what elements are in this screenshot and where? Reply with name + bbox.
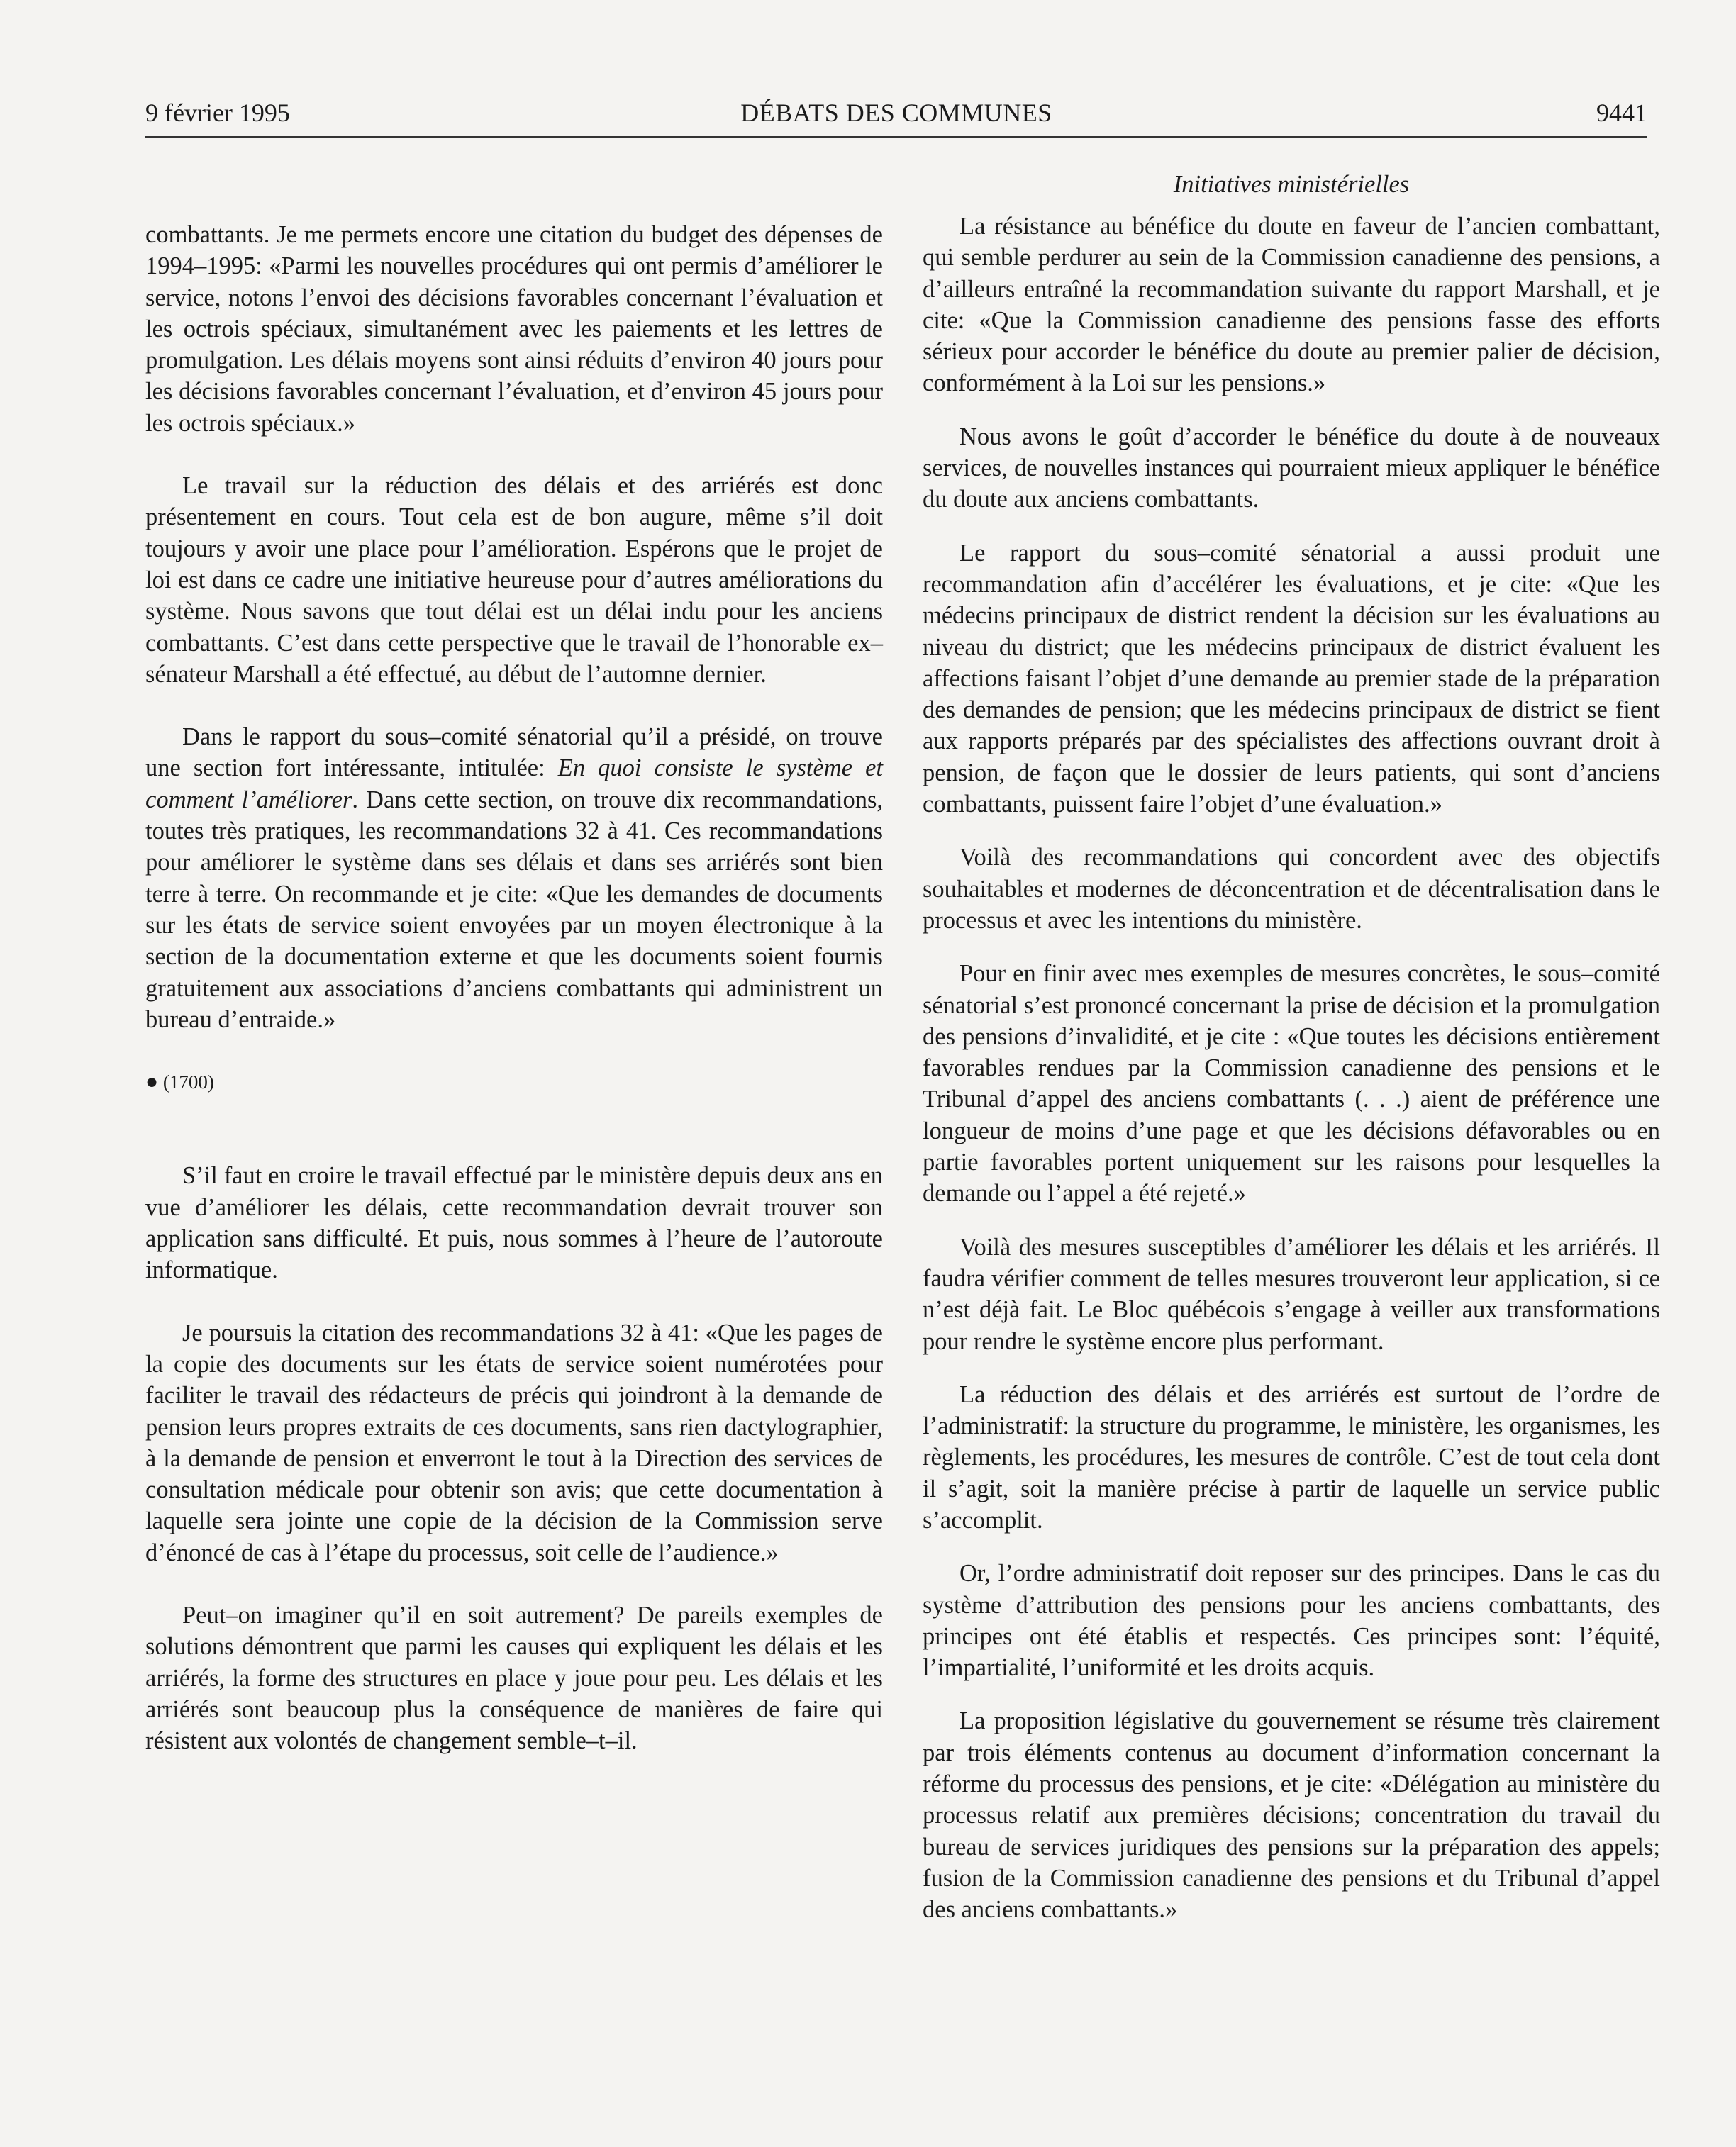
paragraph: Voilà des mesures susceptibles d’améliorer les délais et les arriérés. Il faudra vérifier comment de telles mesures trouveront leur application, si ce n’est déjà fait. Le Bloc québécois s’engage à veiller aux transformations pour rendre le système encore plus performant.	[923, 1233, 1660, 1355]
paragraph: combattants. Je me permets encore une citation du budget des dépenses de 1994–1995: «Parmi les nouvelles procédures qui ont permis d’améliorer le service, notons l’envoi des décisions favorables concernant l’évaluation et les octrois spéciaux, simultanément avec les paiements et les lettres de promulgation. Les délais moyens sont ainsi réduits d’environ 40 jours pour les décisions favorables concernant l’évaluation, et d’environ 45 jours pour les octrois spéciaux.»	[145, 221, 883, 437]
paragraph: Nous avons le goût d’accorder le bénéfice du doute à de nouveaux services, de nouvelles instances qui pourraient mieux appliquer le bénéfice du doute aux anciens combattants.	[923, 423, 1660, 513]
paragraph: Le travail sur la réduction des délais et des arriérés est donc présentement en cours. Tout cela est de bon augure, même s’il doit toujours y avoir une place pour l’amélioration. Espérons que le projet de loi est dans ce cadre une initiative heureuse pour d’autres améliorations du système. Nous savons que tout délai est un délai indu pour les anciens combattants. C’est dans cette perspective que le travail de l’honorable ex–sénateur Marshall a été effectué, au début de l’automne dernier.	[145, 472, 883, 688]
paragraph: Je poursuis la citation des recommandations 32 à 41: «Que les pages de la copie des documents sur les états de service soient numérotées pour faciliter le travail des rédacteurs de précis qui joindront à la demande de pension leurs propres extraits de ces documents, sans rien dactylographier, à la demande de pension et enverront le tout à la Direction des services de consultation médicale pour obtenir son avis; que cette documentation à laquelle sera jointe une copie de la décision de la Commission serve d’énoncé de cas à l’étape du processus, soit celle de l’audience.»	[145, 1319, 883, 1566]
section-title: Initiatives ministérielles	[1173, 171, 1410, 198]
paragraph	[145, 721, 883, 1035]
paragraph-text: Dans le rapport du sous–comité sénatorial qu’il a présidé, on trouve une section fort intéressante, intitulée:	[145, 723, 883, 782]
header-title: DÉBATS DES COMMUNES	[740, 99, 1052, 127]
paragraph: La réduction des délais et des arriérés est surtout de l’ordre de l’administratif: la structure du programme, le ministère, les organismes, les règlements, les procédures, les mesures de contrôle. C’est de tout cela dont il s’agit, soit la manière précise à partir de laquelle un service public s’accomplit.	[923, 1381, 1660, 1534]
paragraph: Voilà des recommandations qui concordent avec des objectifs souhaitables et modernes de déconcentration et de décentralisation dans le processus et avec les intentions du ministère.	[923, 844, 1660, 934]
right-column	[923, 211, 1660, 1948]
time-marker	[145, 1066, 883, 1098]
paragraph: Pour en finir avec mes exemples de mesures concrètes, le sous–comité sénatorial s’est prononcé concernant la prise de décision et la promulgation des pensions d’invalidité, et je cite : «Que toutes les décisions entièrement favorables rendues par la Commission canadienne des pensions et le Tribunal d’appel des anciens combattants (. . .) aient de préférence une longueur de moins d’une page et que les décisions défavorables ou en partie favorables portent uniquement sur les raisons pour lesquelles la demande ou l’appel a été rejeté.»	[923, 960, 1660, 1208]
header-page-number: 9441	[1596, 99, 1647, 127]
paragraph: Peut–on imaginer qu’il en soit autrement? De pareils exemples de solutions démontrent que parmi les causes qui expliquent les délais et les arriérés, la forme des structures en place y joue pour peu. Les délais et les arriérés sont beaucoup plus la conséquence de manières de faire qui résistent aux volontés de changement semble–t–il.	[145, 1601, 883, 1755]
paragraph: Le rapport du sous–comité sénatorial a aussi produit une recommandation afin d’accélérer les évaluations, et je cite: «Que les médecins principaux de district rendent la décision sur les évaluations au niveau du district; que les médecins principaux de district évaluent les affections faisant l’objet d’une demande au premier stade de la préparation des demandes de pension; que les médecins principaux de district se fient aux rapports préparés par des spécialistes des affections ouvrant droit à pension, de façon que le dossier de leurs patients, qui sont d’anciens combattants, puissent faire l’objet d’une évaluation.»	[923, 539, 1660, 818]
paragraph-text: . Dans cette section, on trouve dix recommandations, toutes très pratiques, les recommandations 32 à 41. Ces recommandations pour améliorer le système dans ses délais et dans ses arriérés sont bien terre à terre. On recommande et je cite: «Que les demandes de documents sur les états de service soient envoyées par un moyen électronique à la section de la documentation externe et que les documents soient fournis gratuitement aux associations d’anciens combattants qui administrent un bureau d’entraide.»	[145, 786, 883, 1033]
paragraph: Or, l’ordre administratif doit reposer sur des principes. Dans le cas du système d’attribution des pensions pour les anciens combattants, des principes ont été établis et respectés. Ces principes sont: l’équité, l’impartialité, l’uniformité et les droits acquis.	[923, 1560, 1660, 1682]
header-rule	[145, 136, 1647, 138]
paragraph: La résistance au bénéfice du doute en faveur de l’ancien combattant, qui semble perdurer au sein de la Commission canadienne des pensions, a d’ailleurs entraîné la recommandation suivante du rapport Marshall, et je cite: «Que la Commission canadienne des pensions fasse des efforts sérieux pour accorder le bénéfice du doute au premier palier de décision, conformément à la Loi sur les pensions.»	[923, 213, 1660, 397]
paragraph: S’il faut en croire le travail effectué par le ministère depuis deux ans en vue d’améliorer les délais, cette recommandation devrait trouver son application sans difficulté. Et puis, nous sommes à l’heure de l’autoroute informatique.	[145, 1162, 883, 1284]
header-date: 9 février 1995	[145, 99, 290, 127]
time-marker-text: (1700)	[162, 1071, 214, 1093]
page-header	[145, 91, 1647, 135]
italic-section-title: En quoi consiste le système et comment l’améliorer	[145, 754, 883, 813]
left-column	[145, 219, 883, 1788]
bullet-icon: ●	[145, 1070, 159, 1094]
paragraph: La proposition législative du gouvernement se résume très clairement par trois éléments contenus au document d’information concernant la réforme du processus des pensions, et je cite: «Délégation au ministère du processus relatif aux premières décisions; concentration du travail du bureau de services juridiques des pensions sur la préparation des appels; fusion de la Commission canadienne des pensions et du Tribunal d’appel des anciens combattants.»	[923, 1707, 1660, 1924]
